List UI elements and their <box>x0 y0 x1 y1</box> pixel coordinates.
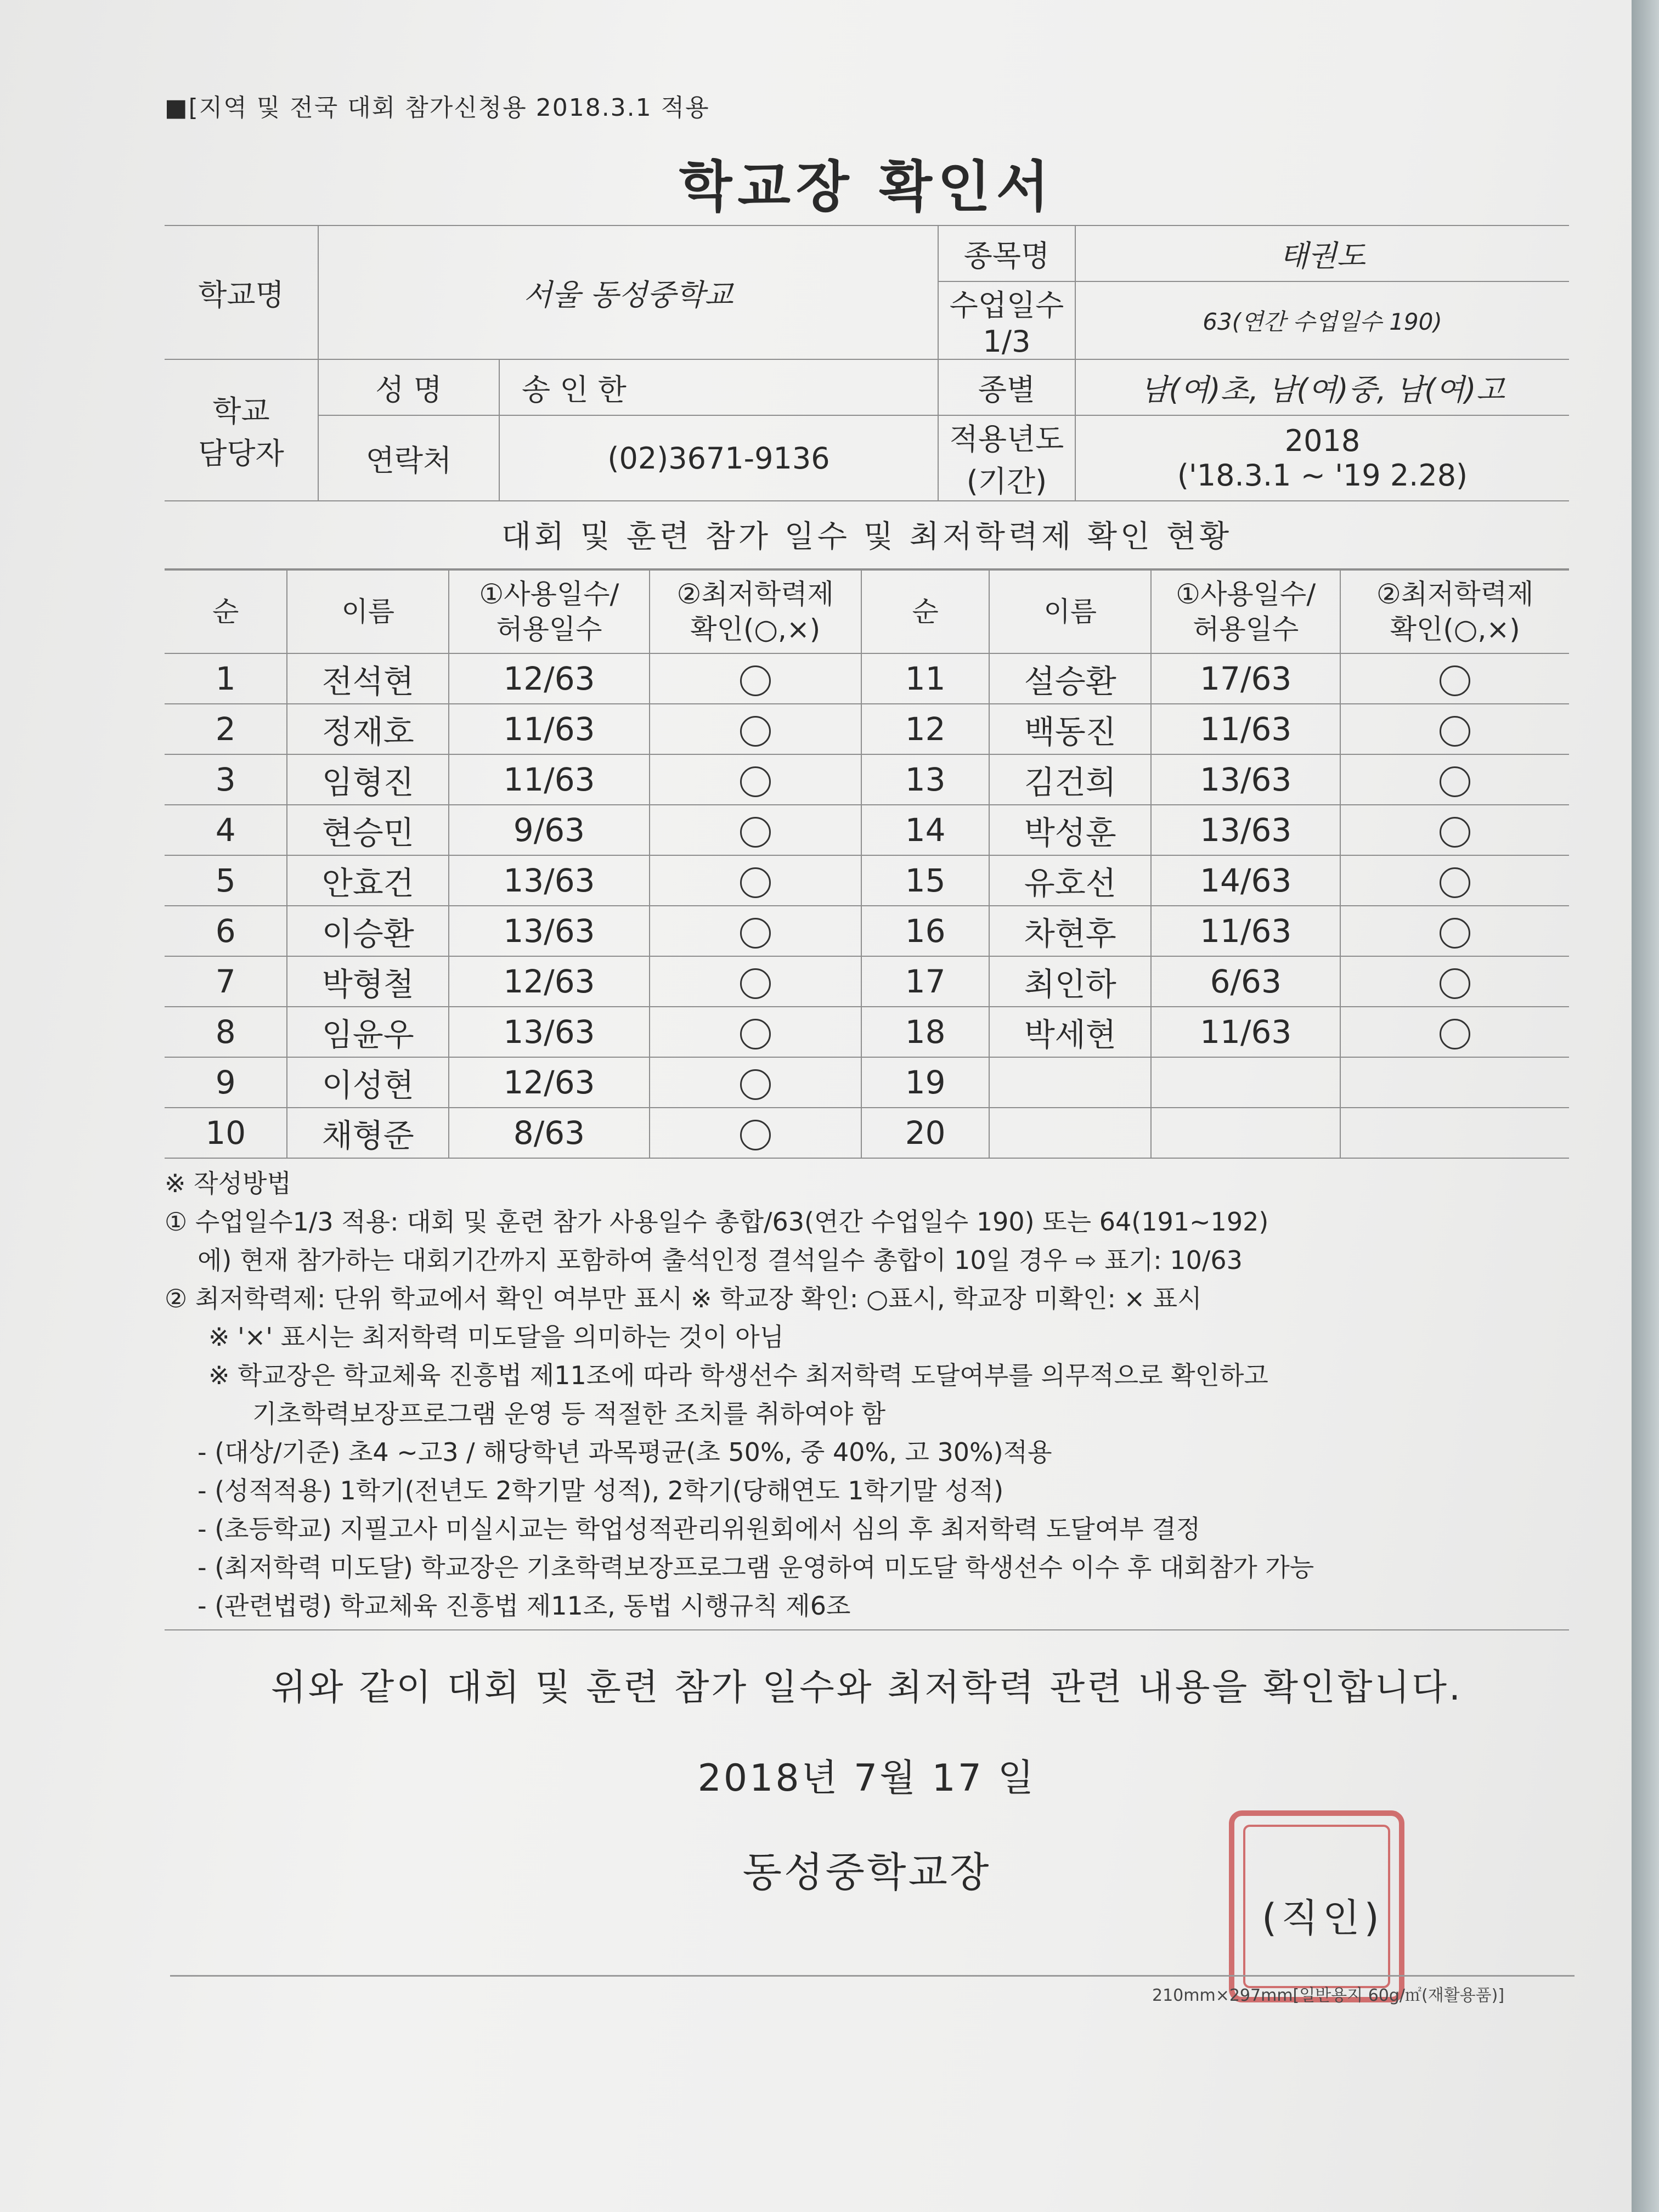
header-days-line2: 허용일수 <box>1193 613 1299 645</box>
table-row <box>165 1007 1569 1057</box>
circle-mark-icon <box>1440 817 1470 848</box>
table-row <box>165 956 1569 1007</box>
row-number: 11 <box>861 653 990 704</box>
table-row <box>165 805 1569 855</box>
circle-mark-icon <box>1440 766 1470 797</box>
year-value <box>1075 415 1569 501</box>
days-used: 11/63 <box>1151 906 1340 956</box>
circle-mark-icon <box>1440 968 1470 999</box>
check-mark <box>1340 653 1569 704</box>
student-name: 임윤우 <box>287 1007 449 1057</box>
header-days-line1: ①사용일수/ <box>1176 578 1316 610</box>
class-days-label-line2: 1/3 <box>983 324 1031 359</box>
roster-header-row <box>165 570 1569 653</box>
days-used: 13/63 <box>449 1007 650 1057</box>
circle-mark-icon <box>1440 867 1470 898</box>
student-name: 채형준 <box>287 1108 449 1158</box>
check-mark <box>650 956 861 1007</box>
check-mark <box>650 1057 861 1108</box>
check-mark <box>1340 805 1569 855</box>
check-mark <box>1340 1057 1569 1108</box>
header-check-right <box>1340 570 1569 653</box>
header-check-line1: ②최저학력제 <box>1376 578 1534 610</box>
manager-label <box>165 359 318 501</box>
note-2: ② 최저학력제: 단위 학교에서 확인 여부만 표시 ※ 학교장 확인: ○표시, 학교장 미확인: × 표시 <box>165 1284 1202 1313</box>
confirmation-text: 위와 같이 대회 및 훈련 참가 일수와 최저학력 관련 내용을 확인합니다. <box>271 1666 1463 1708</box>
student-name: 박성훈 <box>989 805 1151 855</box>
row-number: 13 <box>861 754 990 805</box>
class-days-label-line1: 수업일수 <box>949 288 1064 323</box>
check-mark <box>650 704 861 754</box>
days-used: 13/63 <box>449 855 650 906</box>
table-row <box>165 653 1569 704</box>
principal-name: 동성중학교장 <box>742 1849 991 1896</box>
student-name: 안효건 <box>287 855 449 906</box>
check-mark <box>1340 855 1569 906</box>
manager-label-line1: 학교 <box>212 394 270 428</box>
school-info-table <box>165 225 1569 501</box>
row-number: 16 <box>861 906 990 956</box>
roster-table <box>165 569 1569 1159</box>
days-used: 13/63 <box>1151 805 1340 855</box>
name-label: 성 명 <box>318 359 499 415</box>
check-mark <box>650 906 861 956</box>
check-mark <box>650 1007 861 1057</box>
student-name: 유호선 <box>989 855 1151 906</box>
form-label: ■[지역 및 전국 대회 참가신청용 2018.3.1 적용 <box>165 94 710 122</box>
name-value: 송 인 한 <box>499 359 938 415</box>
header-name-right: 이름 <box>989 570 1151 653</box>
check-mark <box>1340 906 1569 956</box>
days-used: 8/63 <box>449 1108 650 1158</box>
note-4a: ※ 학교장은 학교체육 진흥법 제11조에 따라 학생선수 최저학력 도달여부를 의무적으로 확인하고 <box>208 1361 1268 1390</box>
note-1a: ① 수업일수1/3 적용: 대회 및 훈련 참가 사용일수 총합/63(연간 수업일수 190) 또는 64(191~192) <box>165 1207 1269 1237</box>
student-name: 김건희 <box>989 754 1151 805</box>
contact-value: (02)3671-9136 <box>499 415 938 501</box>
student-name <box>989 1057 1151 1108</box>
check-mark <box>650 1108 861 1158</box>
page-title: 학교장 확인서 <box>679 155 1055 219</box>
footer-rule <box>170 1975 1575 1977</box>
header-days-line2: 허용일수 <box>496 613 602 645</box>
days-used <box>1151 1108 1340 1158</box>
notes-heading: ※ 작성방법 <box>165 1169 291 1198</box>
detail-1: - (대상/기준) 초4 ~고3 / 해당학년 과목평균(초 50%, 중 40%, 고 30%)적용 <box>198 1437 1052 1467</box>
student-name: 최인하 <box>989 956 1151 1007</box>
roster-body <box>165 653 1569 1158</box>
student-name: 차현후 <box>989 906 1151 956</box>
check-mark <box>1340 704 1569 754</box>
background-edge <box>1632 0 1659 2212</box>
school-name-value: 서울 동성중학교 <box>318 225 938 359</box>
header-check-line2: 확인(○,×) <box>690 613 821 645</box>
row-number: 1 <box>165 653 287 704</box>
row-number: 9 <box>165 1057 287 1108</box>
detail-2: - (성적적용) 1학기(전년도 2학기말 성적), 2학기(당해연도 1학기말 성적) <box>198 1476 1004 1505</box>
circle-mark-icon <box>740 918 771 949</box>
class-days-value: 63(연간 수업일수 190) <box>1075 281 1569 359</box>
circle-mark-icon <box>740 665 771 696</box>
check-mark <box>650 754 861 805</box>
class-days-label <box>938 281 1075 359</box>
document-body <box>165 88 1569 1900</box>
row-number: 8 <box>165 1007 287 1057</box>
detail-3: - (초등학교) 지필고사 미실시교는 학업성적관리위원회에서 심의 후 최저학력 도달여부 결정 <box>198 1514 1201 1544</box>
table-row <box>165 1057 1569 1108</box>
circle-mark-icon <box>740 968 771 999</box>
student-name: 임형진 <box>287 754 449 805</box>
event-label: 종목명 <box>938 225 1075 281</box>
student-name <box>989 1108 1151 1158</box>
row-number: 4 <box>165 805 287 855</box>
note-3: ※ '×' 표시는 최저학력 미도달을 의미하는 것이 아님 <box>208 1322 785 1352</box>
header-check-left <box>650 570 861 653</box>
days-used: 12/63 <box>449 1057 650 1108</box>
header-days-left <box>449 570 650 653</box>
days-used: 11/63 <box>1151 1007 1340 1057</box>
circle-mark-icon <box>1440 918 1470 949</box>
table-row <box>165 1108 1569 1158</box>
student-name: 백동진 <box>989 704 1151 754</box>
year-label <box>938 415 1075 501</box>
period-text: ('18.3.1 ~ '19 2.28) <box>1177 458 1468 493</box>
manager-label-line2: 담당자 <box>198 436 284 471</box>
days-used: 11/63 <box>449 704 650 754</box>
year-label-line1: 적용년도 <box>949 422 1064 456</box>
check-mark <box>1340 1108 1569 1158</box>
row-number: 12 <box>861 704 990 754</box>
header-no-right: 순 <box>861 570 990 653</box>
table-row <box>165 855 1569 906</box>
gender-value: 남(여)초, 남(여)중, 남(여)고 <box>1075 359 1569 415</box>
signature-date: 2018년 7월 17 일 <box>697 1757 1036 1800</box>
note-4b: 기초학력보장프로그램 운영 등 적절한 조치를 취하여야 함 <box>252 1399 886 1429</box>
school-name-label: 학교명 <box>165 225 318 359</box>
row-number: 10 <box>165 1108 287 1158</box>
divider <box>165 1629 1569 1630</box>
days-used: 14/63 <box>1151 855 1340 906</box>
circle-mark-icon <box>1440 716 1470 747</box>
row-number: 2 <box>165 704 287 754</box>
days-used: 12/63 <box>449 653 650 704</box>
header-days-right <box>1151 570 1340 653</box>
row-number: 19 <box>861 1057 990 1108</box>
notes-section <box>165 1164 1569 1625</box>
circle-mark-icon <box>1440 665 1470 696</box>
row-number: 18 <box>861 1007 990 1057</box>
row-number: 7 <box>165 956 287 1007</box>
circle-mark-icon <box>1440 1019 1470 1049</box>
year-text: 2018 <box>1284 424 1361 458</box>
header-check-line1: ②최저학력제 <box>676 578 834 610</box>
row-number: 17 <box>861 956 990 1007</box>
student-name: 설승환 <box>989 653 1151 704</box>
row-number: 15 <box>861 855 990 906</box>
table-row <box>165 906 1569 956</box>
row-number: 5 <box>165 855 287 906</box>
student-name: 이승환 <box>287 906 449 956</box>
days-used: 17/63 <box>1151 653 1340 704</box>
header-days-line1: ①사용일수/ <box>479 578 619 610</box>
days-used: 11/63 <box>1151 704 1340 754</box>
header-check-line2: 확인(○,×) <box>1390 613 1520 645</box>
student-name: 전석현 <box>287 653 449 704</box>
header-no-left: 순 <box>165 570 287 653</box>
row-number: 3 <box>165 754 287 805</box>
check-mark <box>650 805 861 855</box>
student-name: 현승민 <box>287 805 449 855</box>
row-number: 6 <box>165 906 287 956</box>
days-used <box>1151 1057 1340 1108</box>
student-name: 박세현 <box>989 1007 1151 1057</box>
days-used: 6/63 <box>1151 956 1340 1007</box>
detail-5: - (관련법령) 학교체육 진흥법 제11조, 동법 시행규칙 제6조 <box>198 1591 851 1621</box>
circle-mark-icon <box>740 1019 771 1049</box>
check-mark <box>1340 1007 1569 1057</box>
student-name: 이성현 <box>287 1057 449 1108</box>
days-used: 13/63 <box>449 906 650 956</box>
circle-mark-icon <box>740 1120 771 1150</box>
circle-mark-icon <box>740 867 771 898</box>
table-row <box>165 754 1569 805</box>
circle-mark-icon <box>740 817 771 848</box>
row-number: 14 <box>861 805 990 855</box>
event-value: 태권도 <box>1075 225 1569 281</box>
note-1b: 에) 현재 참가하는 대회기간까지 포함하여 출석인정 결석일수 총합이 10일 경우 ⇨ 표기: 10/63 <box>198 1245 1243 1275</box>
check-mark <box>1340 956 1569 1007</box>
check-mark <box>650 855 861 906</box>
header-name-left: 이름 <box>287 570 449 653</box>
circle-mark-icon <box>740 716 771 747</box>
detail-4: - (최저학력 미도달) 학교장은 기초학력보장프로그램 운영하여 미도달 학생선수 이수 후 대회참가 가능 <box>198 1553 1314 1582</box>
contact-label: 연락처 <box>318 415 499 501</box>
days-used: 9/63 <box>449 805 650 855</box>
paper-spec: 210mm×297mm[일반용지 60g/㎡(재활용품)] <box>1152 1986 1505 2005</box>
section-title: 대회 및 훈련 참가 일수 및 최저학력제 확인 현황 <box>165 501 1569 569</box>
year-label-line2: (기간) <box>966 464 1047 499</box>
days-used: 13/63 <box>1151 754 1340 805</box>
seal-label: (직인) <box>1262 1895 1384 1940</box>
table-row <box>165 704 1569 754</box>
check-mark <box>1340 754 1569 805</box>
student-name: 박형철 <box>287 956 449 1007</box>
gender-label: 종별 <box>938 359 1075 415</box>
days-used: 12/63 <box>449 956 650 1007</box>
circle-mark-icon <box>740 1069 771 1100</box>
days-used: 11/63 <box>449 754 650 805</box>
check-mark <box>650 653 861 704</box>
row-number: 20 <box>861 1108 990 1158</box>
student-name: 정재호 <box>287 704 449 754</box>
circle-mark-icon <box>740 766 771 797</box>
